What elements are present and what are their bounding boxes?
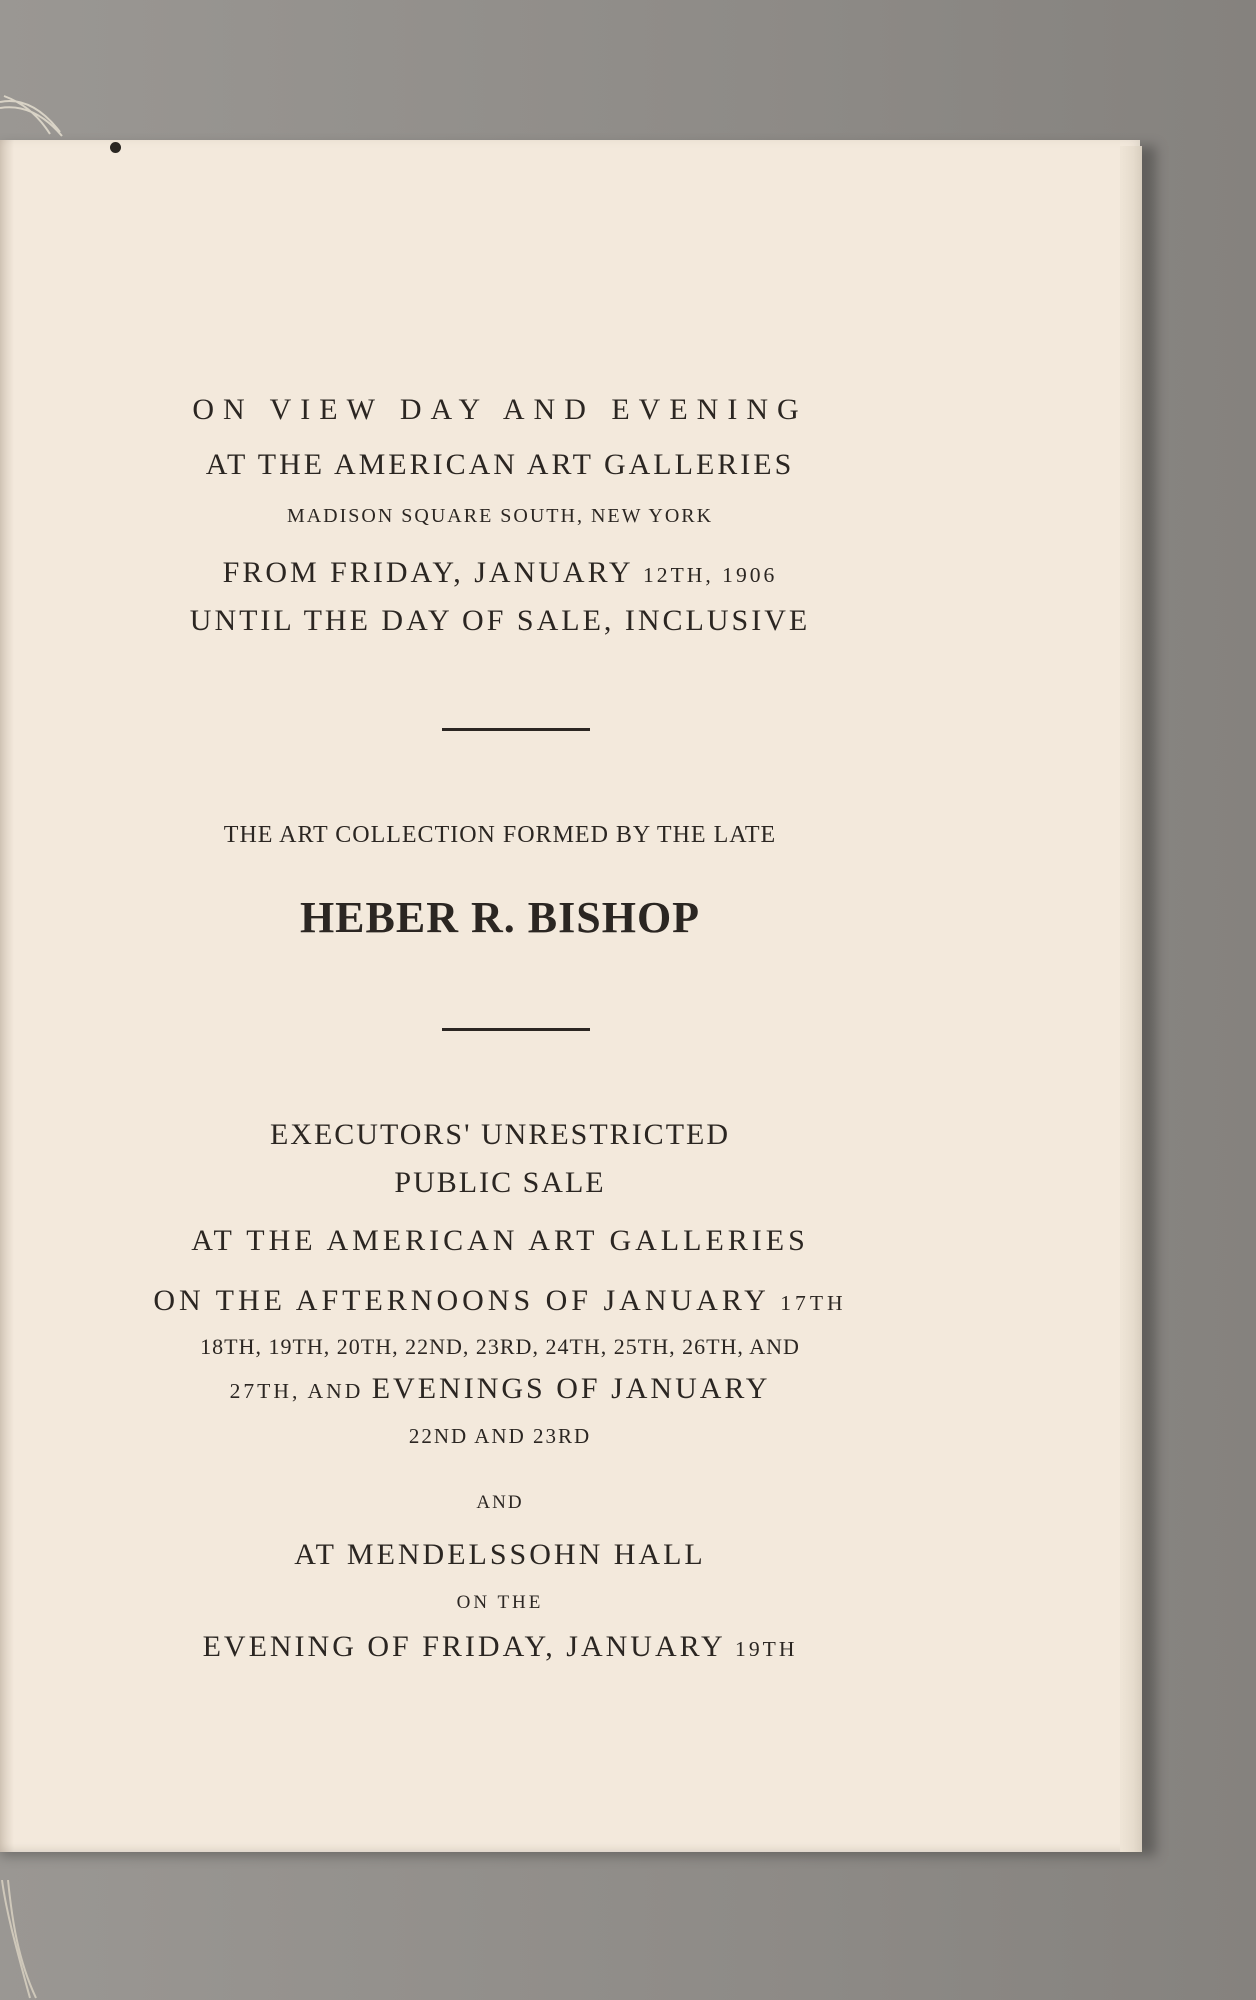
- sale-line-6-main: EVENINGS OF JANUARY: [371, 1372, 771, 1405]
- collection-intro: THE ART COLLECTION FORMED BY THE LATE: [223, 822, 777, 848]
- view-line-2: AT THE AMERICAN ART GALLERIES: [205, 448, 795, 481]
- view-line-4-main: FROM FRIDAY, JANUARY: [222, 556, 643, 589]
- view-line-5: UNTIL THE DAY OF SALE, INCLUSIVE: [189, 604, 811, 637]
- sale-line-2: PUBLIC SALE: [394, 1166, 606, 1199]
- sale-line-7: 22ND AND 23RD: [408, 1424, 592, 1448]
- divider-rule-2: [442, 1028, 590, 1031]
- sale-line-1: EXECUTORS' UNRESTRICTED: [269, 1118, 731, 1151]
- view-line-4-date: 12TH, 1906: [642, 563, 778, 587]
- divider-rule-1: [442, 728, 590, 731]
- view-line-4: [0, 556, 1000, 590]
- sale-line-4: [0, 1284, 1000, 1318]
- view-line-3: MADISON SQUARE SOUTH, NEW YORK: [286, 505, 714, 527]
- sale-line-5: 18TH, 19TH, 20TH, 22ND, 23RD, 24TH, 25TH, 26TH, AND: [200, 1334, 800, 1359]
- sale-line-3: AT THE AMERICAN ART GALLERIES: [191, 1224, 809, 1257]
- sale-line-6-dates: 27TH, AND: [229, 1379, 372, 1403]
- sale-line-11: [0, 1630, 1000, 1664]
- page-edge: [1120, 146, 1142, 1852]
- binding-hole: [110, 142, 121, 153]
- sale-line-8: AND: [476, 1492, 524, 1513]
- sale-line-10: ON THE: [456, 1592, 544, 1613]
- view-line-1: ON VIEW DAY AND EVENING: [192, 393, 808, 426]
- sale-line-11-main: EVENING OF FRIDAY, JANUARY: [202, 1630, 736, 1663]
- sale-line-6: [0, 1372, 1000, 1406]
- collection-name: HEBER R. BISHOP: [299, 893, 701, 942]
- sale-line-4-date: 17TH: [780, 1291, 847, 1315]
- binding-thread-bottom: [0, 1880, 40, 2000]
- sale-line-11-date: 19TH: [735, 1637, 798, 1661]
- sale-line-4-main: ON THE AFTERNOONS OF JANUARY: [153, 1284, 781, 1317]
- sale-line-9: AT MENDELSSOHN HALL: [294, 1538, 706, 1571]
